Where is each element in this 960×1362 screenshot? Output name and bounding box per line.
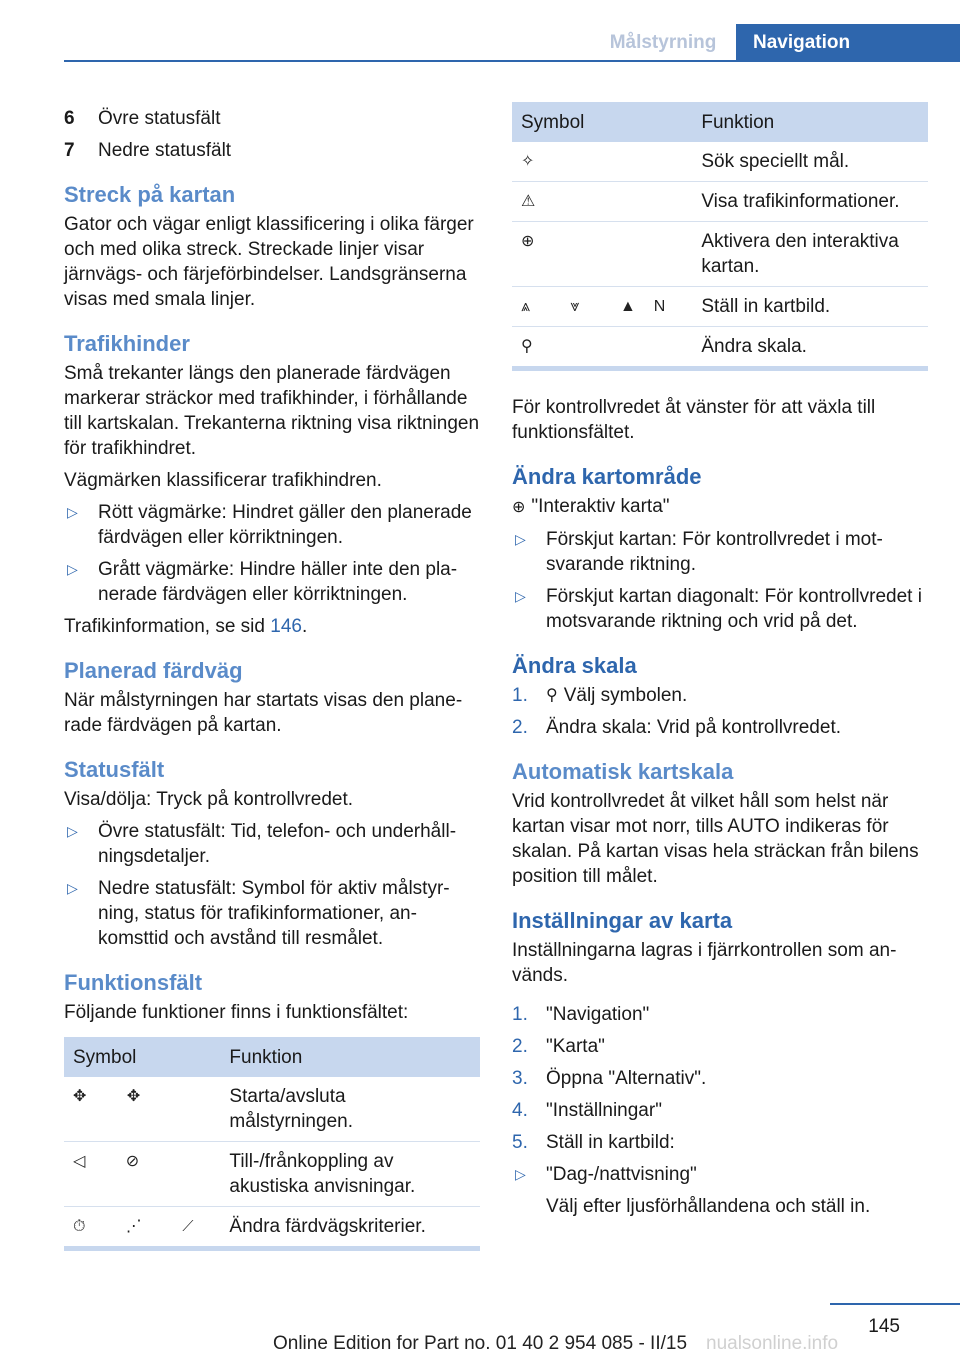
function-cell: Aktivera den interaktiva kartan. bbox=[692, 222, 928, 287]
page-reference bbox=[64, 614, 480, 639]
bullet-text: Övre statusfält: Tid, telefon- och underhållningsdetaljer. bbox=[98, 821, 457, 867]
section-title-andra-kartomrade: Ändra kartområde bbox=[512, 464, 702, 489]
function-cell: Starta/avsluta målstyrningen. bbox=[220, 1077, 480, 1142]
scale-icon: ⚲ bbox=[521, 338, 551, 355]
section-title-statusfalt: Statusfält bbox=[64, 757, 165, 782]
column-header-symbol: Symbol bbox=[64, 1037, 220, 1077]
header-tab-malstyrning[interactable]: Målstyrning bbox=[609, 32, 717, 53]
callout-list bbox=[64, 106, 480, 163]
bullet-triangle-icon: ▷ bbox=[515, 588, 526, 604]
item-number: 7 bbox=[64, 140, 75, 161]
special-destination-icon: ✧ bbox=[512, 142, 692, 182]
page-link[interactable]: 146 bbox=[270, 616, 302, 637]
bullet-subtext: Välj efter ljusförhållandena och ställ in. bbox=[546, 1196, 871, 1217]
intro-text: För kontrollvredet åt vänster för att växla till funktionsfältet. bbox=[512, 397, 876, 443]
bullet-text bbox=[546, 1162, 870, 1219]
column-header-function: Funktion bbox=[692, 102, 928, 142]
list-item bbox=[512, 1002, 928, 1027]
section-title-andra-skala: Ändra skala bbox=[512, 653, 637, 678]
bullet-list bbox=[64, 819, 480, 951]
interactive-map-icon: ⊕ bbox=[512, 222, 692, 287]
table-row bbox=[512, 287, 928, 327]
table-bottom-rule bbox=[512, 366, 928, 371]
list-item bbox=[512, 1034, 928, 1059]
table-row bbox=[64, 1077, 480, 1142]
right-column bbox=[512, 102, 928, 1226]
bullet-item bbox=[512, 584, 928, 634]
section-body: Gator och vägar enligt klassificering i olika färger och med olika streck. Streckade linjer visar järnvägs- och färjeförbindelser. Landsgränserna visas med smala linjer. bbox=[64, 214, 474, 310]
step-text: Ställ in kartbild: bbox=[546, 1132, 675, 1153]
section-body: Inställningarna lagras i fjärrkontrollen som används. bbox=[512, 940, 897, 986]
bullet-item bbox=[512, 527, 928, 577]
footer-rule bbox=[830, 1303, 960, 1305]
item-text: Övre statusfält bbox=[98, 108, 221, 129]
ref-suffix: . bbox=[301, 616, 308, 637]
numbered-list bbox=[512, 683, 928, 740]
bullet-text: Rött vägmärke: Hindret gäller den planerade färdvägen eller körriktningen. bbox=[98, 502, 472, 548]
column-header-function: Funktion bbox=[220, 1037, 480, 1077]
table-row bbox=[512, 142, 928, 182]
interactive-map-icon: ⊕ bbox=[512, 499, 526, 516]
left-column bbox=[64, 106, 480, 1251]
function-cell: Till-/frånkoppling av akustiska anvisningar. bbox=[220, 1142, 480, 1207]
section-body: När målstyrningen har startats visas den planerade färdvägen på kartan. bbox=[64, 690, 463, 736]
ref-text: Trafikinformation, se sid bbox=[64, 616, 271, 637]
step-text: "Navigation" bbox=[546, 1004, 650, 1025]
section-title-installningar: Inställningar av karta bbox=[512, 908, 733, 933]
scale-icon: ⚲ bbox=[546, 687, 558, 704]
list-item bbox=[512, 715, 928, 740]
bullet-triangle-icon: ▷ bbox=[67, 561, 78, 577]
bullet-text: Grått vägmärke: Hindre häller inte den planerade färdvägen eller körriktningen. bbox=[98, 559, 458, 605]
function-cell: Ändra färdvägskriterier. bbox=[229, 1216, 426, 1237]
bullet-triangle-icon: ▷ bbox=[67, 880, 78, 896]
route-criteria-icon: ⏱ ⋰ ⟋ bbox=[73, 1218, 212, 1235]
bullet-title: "Dag-/nattvisning" bbox=[546, 1164, 697, 1185]
step-text: Öppna "Alternativ". bbox=[546, 1068, 707, 1089]
list-item bbox=[512, 1066, 928, 1091]
section-title-funktionsfalt: Funktionsfält bbox=[64, 970, 203, 995]
header-tab-navigation[interactable]: Navigation bbox=[736, 24, 960, 62]
section-title-streck: Streck på kartan bbox=[64, 182, 236, 207]
bullet-triangle-icon: ▷ bbox=[515, 531, 526, 547]
bullet-item bbox=[64, 500, 480, 550]
function-cell: Visa trafikinformationer. bbox=[692, 182, 928, 222]
column-header-symbol: Symbol bbox=[512, 102, 692, 142]
section-body: Små trekanter längs den planerade färdvägen markerar sträckor med trafikhinder, i förhållande till kartskalan. Trekanterna riktning visa riktningen för trafikhindret. bbox=[64, 363, 480, 459]
step-number: 4. bbox=[512, 1100, 528, 1121]
list-item bbox=[512, 1130, 928, 1155]
function-table bbox=[64, 1037, 480, 1246]
page-number: 145 bbox=[868, 1316, 900, 1337]
function-table bbox=[512, 102, 928, 366]
bullet-text: Förskjut kartan: För kontrollvredet i motsvarande riktning. bbox=[546, 529, 883, 575]
bullet-text: Nedre statusfält: Symbol för aktiv målstyrning, status för trafikinformationer, ankomsttid och avstånd till resmålet. bbox=[98, 878, 450, 949]
traffic-warning-icon: ⚠ bbox=[512, 182, 692, 222]
list-item bbox=[512, 683, 928, 708]
table-row bbox=[512, 182, 928, 222]
bullet-list bbox=[64, 500, 480, 607]
table-row bbox=[512, 222, 928, 287]
table-row bbox=[64, 1142, 480, 1207]
section-title-automatisk: Automatisk kartskala bbox=[512, 759, 734, 784]
step-number: 3. bbox=[512, 1068, 528, 1089]
bullet-triangle-icon: ▷ bbox=[515, 1166, 526, 1182]
step-number: 2. bbox=[512, 1036, 528, 1057]
header-rule bbox=[64, 60, 960, 62]
table-row bbox=[512, 327, 928, 367]
bullet-list bbox=[512, 527, 928, 634]
step-number: 1. bbox=[512, 1004, 528, 1025]
function-cell: Ställ in kartbild. bbox=[692, 287, 928, 327]
step-text: "Karta" bbox=[546, 1036, 605, 1057]
item-number: 6 bbox=[64, 108, 75, 129]
function-cell: Ändra skala. bbox=[701, 336, 807, 357]
bullet-item bbox=[64, 557, 480, 607]
bullet-item bbox=[64, 819, 480, 869]
section-body: Följande funktioner finns i funktionsfältet: bbox=[64, 1002, 409, 1023]
list-item bbox=[64, 106, 480, 131]
bullet-triangle-icon: ▷ bbox=[67, 504, 78, 520]
table-header-row bbox=[512, 102, 928, 142]
bullet-list bbox=[512, 1162, 928, 1219]
numbered-list bbox=[512, 1002, 928, 1155]
icon-label-text: "Interaktiv karta" bbox=[531, 496, 670, 517]
step-number: 5. bbox=[512, 1132, 528, 1153]
map-view-icon: ⩓ ⩔ ▲N bbox=[512, 287, 692, 327]
step-text: Ändra skala: Vrid på kontrollvredet. bbox=[546, 717, 842, 738]
table-bottom-rule bbox=[64, 1246, 480, 1251]
voice-instructions-icon: ◁ ⊘ bbox=[64, 1142, 220, 1207]
section-body: Visa/dölja: Tryck på kontrollvredet. bbox=[64, 789, 354, 810]
list-item bbox=[64, 138, 480, 163]
section-body: Vägmärken klassificerar trafikhindren. bbox=[64, 470, 382, 491]
bullet-triangle-icon: ▷ bbox=[67, 823, 78, 839]
section-title-planerad: Planerad färdväg bbox=[64, 658, 243, 683]
interactive-map-label bbox=[512, 494, 928, 520]
watermark-text: nualsonline.info bbox=[706, 1333, 839, 1354]
edition-text: Online Edition for Part no. 01 40 2 954 085 - II/15 bbox=[272, 1333, 688, 1354]
function-cell: Sök speciellt mål. bbox=[692, 142, 928, 182]
step-number: 1. bbox=[512, 685, 528, 706]
section-title-trafikhinder: Trafikhinder bbox=[64, 331, 190, 356]
item-text: Nedre statusfält bbox=[98, 140, 232, 161]
section-body: Vrid kontrollvredet åt vilket håll som helst när kartan visar mot norr, tills AUTO indikeras för skalan. På kartan visas hela sträckan från bilens position till målet. bbox=[512, 791, 919, 887]
step-text: Välj symbolen. bbox=[563, 685, 688, 706]
bullet-item bbox=[64, 876, 480, 951]
table-row bbox=[64, 1207, 480, 1247]
bullet-text: Förskjut kartan diagonalt: För kontrollvredet i motsvarande riktning och vrid på det. bbox=[546, 586, 922, 632]
list-item bbox=[512, 1098, 928, 1123]
bullet-item bbox=[512, 1162, 928, 1219]
step-text: "Inställningar" bbox=[546, 1100, 662, 1121]
step-number: 2. bbox=[512, 717, 528, 738]
route-guidance-icon: ✥ ✥ bbox=[64, 1077, 220, 1142]
table-header-row bbox=[64, 1037, 480, 1077]
